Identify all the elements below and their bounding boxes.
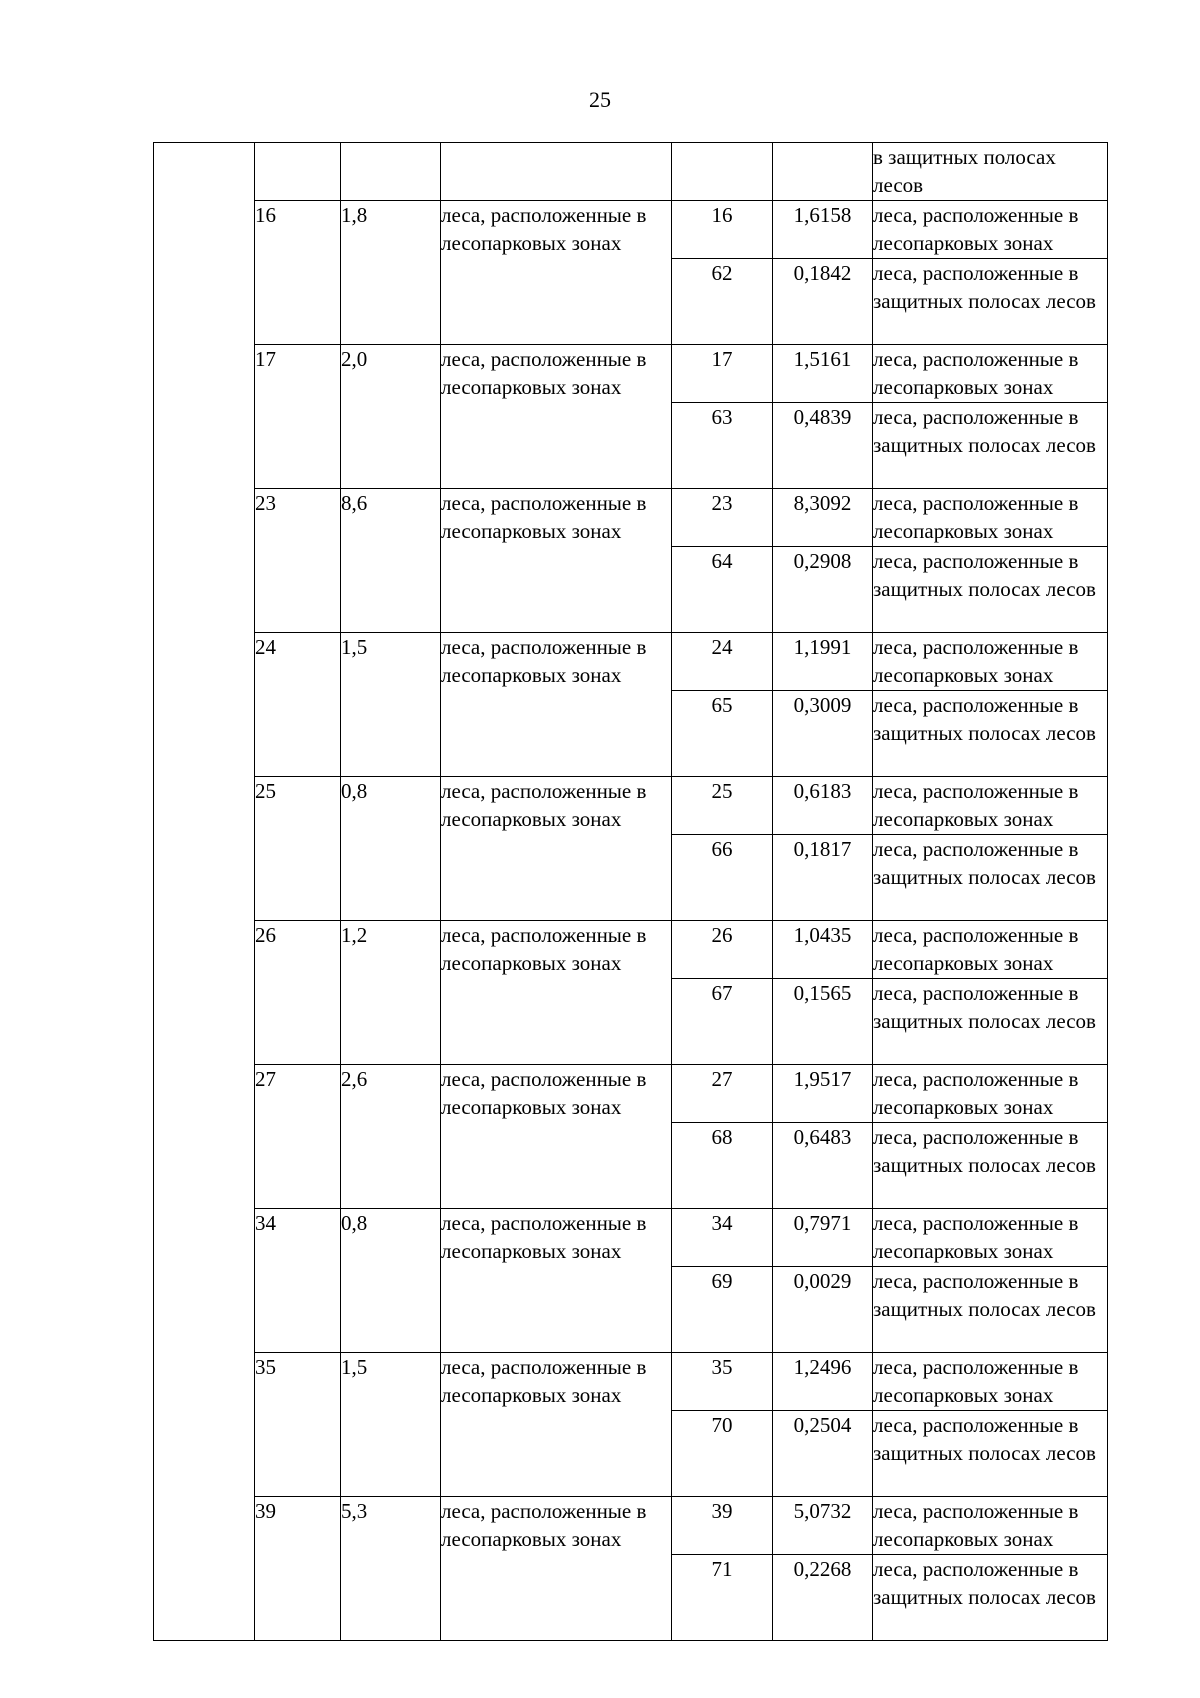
plot-area-cell: 1,2	[341, 921, 441, 1065]
category-cell	[441, 201, 672, 345]
part-number-cell: 66	[672, 835, 773, 921]
forest-areas-table	[153, 142, 1108, 1641]
part-area-cell: 1,2496	[773, 1353, 873, 1411]
part-area-cell: 1,1991	[773, 633, 873, 691]
description-text: леса, расположенные в лесопарковых зонах	[873, 203, 1079, 255]
plot-area-cell: 5,3	[341, 1497, 441, 1641]
description-text: леса, расположенные в лесопарковых зонах	[873, 779, 1079, 831]
part-number-cell: 63	[672, 403, 773, 489]
part-area-cell: 1,0435	[773, 921, 873, 979]
category-text: леса, расположенные в лесопарковых зонах	[441, 1355, 647, 1407]
part-number-cell: 62	[672, 259, 773, 345]
part-description-cell	[873, 1555, 1108, 1641]
part-description-cell	[873, 143, 1108, 201]
description-text: леса, расположенные в защитных полосах лесов	[873, 1413, 1096, 1465]
part-area-cell: 0,7971	[773, 1209, 873, 1267]
description-text: в защитных полосах лесов	[873, 145, 1056, 197]
part-description-cell	[873, 1267, 1108, 1353]
description-text: леса, расположенные в защитных полосах лесов	[873, 693, 1096, 745]
part-description-cell	[873, 1411, 1108, 1497]
plot-id-cell: 34	[255, 1209, 341, 1353]
part-area-cell: 0,2908	[773, 547, 873, 633]
category-text: леса, расположенные в лесопарковых зонах	[441, 635, 647, 687]
table-row	[154, 201, 1108, 259]
plot-id-cell	[255, 143, 341, 201]
part-number-cell: 70	[672, 1411, 773, 1497]
description-text: леса, расположенные в лесопарковых зонах	[873, 491, 1079, 543]
part-description-cell	[873, 777, 1108, 835]
part-number-cell: 24	[672, 633, 773, 691]
description-text: леса, расположенные в защитных полосах лесов	[873, 405, 1096, 457]
part-number-cell: 68	[672, 1123, 773, 1209]
description-text: леса, расположенные в лесопарковых зонах	[873, 1499, 1079, 1551]
category-cell	[441, 345, 672, 489]
category-cell	[441, 1497, 672, 1641]
part-description-cell	[873, 1209, 1108, 1267]
category-cell	[441, 143, 672, 201]
table-row	[154, 489, 1108, 547]
part-number-cell: 25	[672, 777, 773, 835]
plot-area-cell: 1,8	[341, 201, 441, 345]
part-area-cell	[773, 143, 873, 201]
plot-id-cell: 16	[255, 201, 341, 345]
part-area-cell: 0,3009	[773, 691, 873, 777]
part-description-cell	[873, 489, 1108, 547]
part-description-cell	[873, 1353, 1108, 1411]
part-number-cell: 27	[672, 1065, 773, 1123]
plot-area-cell	[341, 143, 441, 201]
table-row	[154, 345, 1108, 403]
table-row	[154, 143, 1108, 201]
part-number-cell: 26	[672, 921, 773, 979]
category-cell	[441, 1209, 672, 1353]
plot-area-cell: 1,5	[341, 1353, 441, 1497]
part-description-cell	[873, 1497, 1108, 1555]
part-area-cell: 1,6158	[773, 201, 873, 259]
part-description-cell	[873, 403, 1108, 489]
description-text: леса, расположенные в лесопарковых зонах	[873, 635, 1079, 687]
description-text: леса, расположенные в защитных полосах лесов	[873, 261, 1096, 313]
table-row	[154, 1065, 1108, 1123]
part-area-cell: 5,0732	[773, 1497, 873, 1555]
plot-area-cell: 2,0	[341, 345, 441, 489]
part-number-cell: 17	[672, 345, 773, 403]
plot-id-cell: 35	[255, 1353, 341, 1497]
table-row	[154, 921, 1108, 979]
part-number-cell: 69	[672, 1267, 773, 1353]
description-text: леса, расположенные в лесопарковых зонах	[873, 1211, 1079, 1263]
category-cell	[441, 1353, 672, 1497]
category-text: леса, расположенные в лесопарковых зонах	[441, 1067, 647, 1119]
plot-id-cell: 23	[255, 489, 341, 633]
description-text: леса, расположенные в защитных полосах лесов	[873, 1557, 1096, 1609]
category-text: леса, расположенные в лесопарковых зонах	[441, 203, 647, 255]
description-text: леса, расположенные в защитных полосах лесов	[873, 1269, 1096, 1321]
description-text: леса, расположенные в защитных полосах лесов	[873, 981, 1096, 1033]
table-row	[154, 1497, 1108, 1555]
part-description-cell	[873, 259, 1108, 345]
part-area-cell: 0,2268	[773, 1555, 873, 1641]
category-cell	[441, 777, 672, 921]
category-text: леса, расположенные в лесопарковых зонах	[441, 347, 647, 399]
description-text: леса, расположенные в лесопарковых зонах	[873, 1355, 1079, 1407]
part-number-cell: 71	[672, 1555, 773, 1641]
table-row	[154, 1353, 1108, 1411]
category-text: леса, расположенные в лесопарковых зонах	[441, 491, 647, 543]
plot-area-cell: 1,5	[341, 633, 441, 777]
row-label-cell	[154, 143, 255, 1641]
description-text: леса, расположенные в защитных полосах лесов	[873, 837, 1096, 889]
part-description-cell	[873, 1065, 1108, 1123]
part-area-cell: 0,1565	[773, 979, 873, 1065]
description-text: леса, расположенные в защитных полосах лесов	[873, 549, 1096, 601]
category-cell	[441, 489, 672, 633]
part-number-cell: 39	[672, 1497, 773, 1555]
part-description-cell	[873, 979, 1108, 1065]
plot-id-cell: 25	[255, 777, 341, 921]
category-text: леса, расположенные в лесопарковых зонах	[441, 779, 647, 831]
part-number-cell: 65	[672, 691, 773, 777]
plot-id-cell: 24	[255, 633, 341, 777]
part-area-cell: 0,1842	[773, 259, 873, 345]
plot-id-cell: 27	[255, 1065, 341, 1209]
part-number-cell: 16	[672, 201, 773, 259]
part-area-cell: 0,2504	[773, 1411, 873, 1497]
part-description-cell	[873, 1123, 1108, 1209]
plot-area-cell: 8,6	[341, 489, 441, 633]
part-area-cell: 8,3092	[773, 489, 873, 547]
plot-area-cell: 2,6	[341, 1065, 441, 1209]
category-text: леса, расположенные в лесопарковых зонах	[441, 1499, 647, 1551]
part-area-cell: 0,4839	[773, 403, 873, 489]
part-area-cell: 0,1817	[773, 835, 873, 921]
table-row	[154, 777, 1108, 835]
part-area-cell: 0,6183	[773, 777, 873, 835]
part-area-cell: 0,6483	[773, 1123, 873, 1209]
category-cell	[441, 921, 672, 1065]
page-number: 25	[589, 87, 611, 112]
part-number-cell: 34	[672, 1209, 773, 1267]
table-body	[154, 143, 1108, 1641]
part-area-cell: 1,9517	[773, 1065, 873, 1123]
category-cell	[441, 1065, 672, 1209]
part-number-cell	[672, 143, 773, 201]
category-text: леса, расположенные в лесопарковых зонах	[441, 1211, 647, 1263]
part-number-cell: 23	[672, 489, 773, 547]
table-row	[154, 1209, 1108, 1267]
category-text: леса, расположенные в лесопарковых зонах	[441, 923, 647, 975]
part-number-cell: 67	[672, 979, 773, 1065]
part-area-cell: 1,5161	[773, 345, 873, 403]
part-description-cell	[873, 633, 1108, 691]
part-description-cell	[873, 921, 1108, 979]
description-text: леса, расположенные в лесопарковых зонах	[873, 1067, 1079, 1119]
part-area-cell: 0,0029	[773, 1267, 873, 1353]
plot-area-cell: 0,8	[341, 777, 441, 921]
description-text: леса, расположенные в лесопарковых зонах	[873, 347, 1079, 399]
description-text: леса, расположенные в защитных полосах лесов	[873, 1125, 1096, 1177]
part-description-cell	[873, 691, 1108, 777]
part-number-cell: 35	[672, 1353, 773, 1411]
table-row	[154, 633, 1108, 691]
plot-id-cell: 17	[255, 345, 341, 489]
part-number-cell: 64	[672, 547, 773, 633]
part-description-cell	[873, 201, 1108, 259]
category-cell	[441, 633, 672, 777]
part-description-cell	[873, 345, 1108, 403]
plot-area-cell: 0,8	[341, 1209, 441, 1353]
plot-id-cell: 26	[255, 921, 341, 1065]
part-description-cell	[873, 835, 1108, 921]
description-text: леса, расположенные в лесопарковых зонах	[873, 923, 1079, 975]
plot-id-cell: 39	[255, 1497, 341, 1641]
part-description-cell	[873, 547, 1108, 633]
